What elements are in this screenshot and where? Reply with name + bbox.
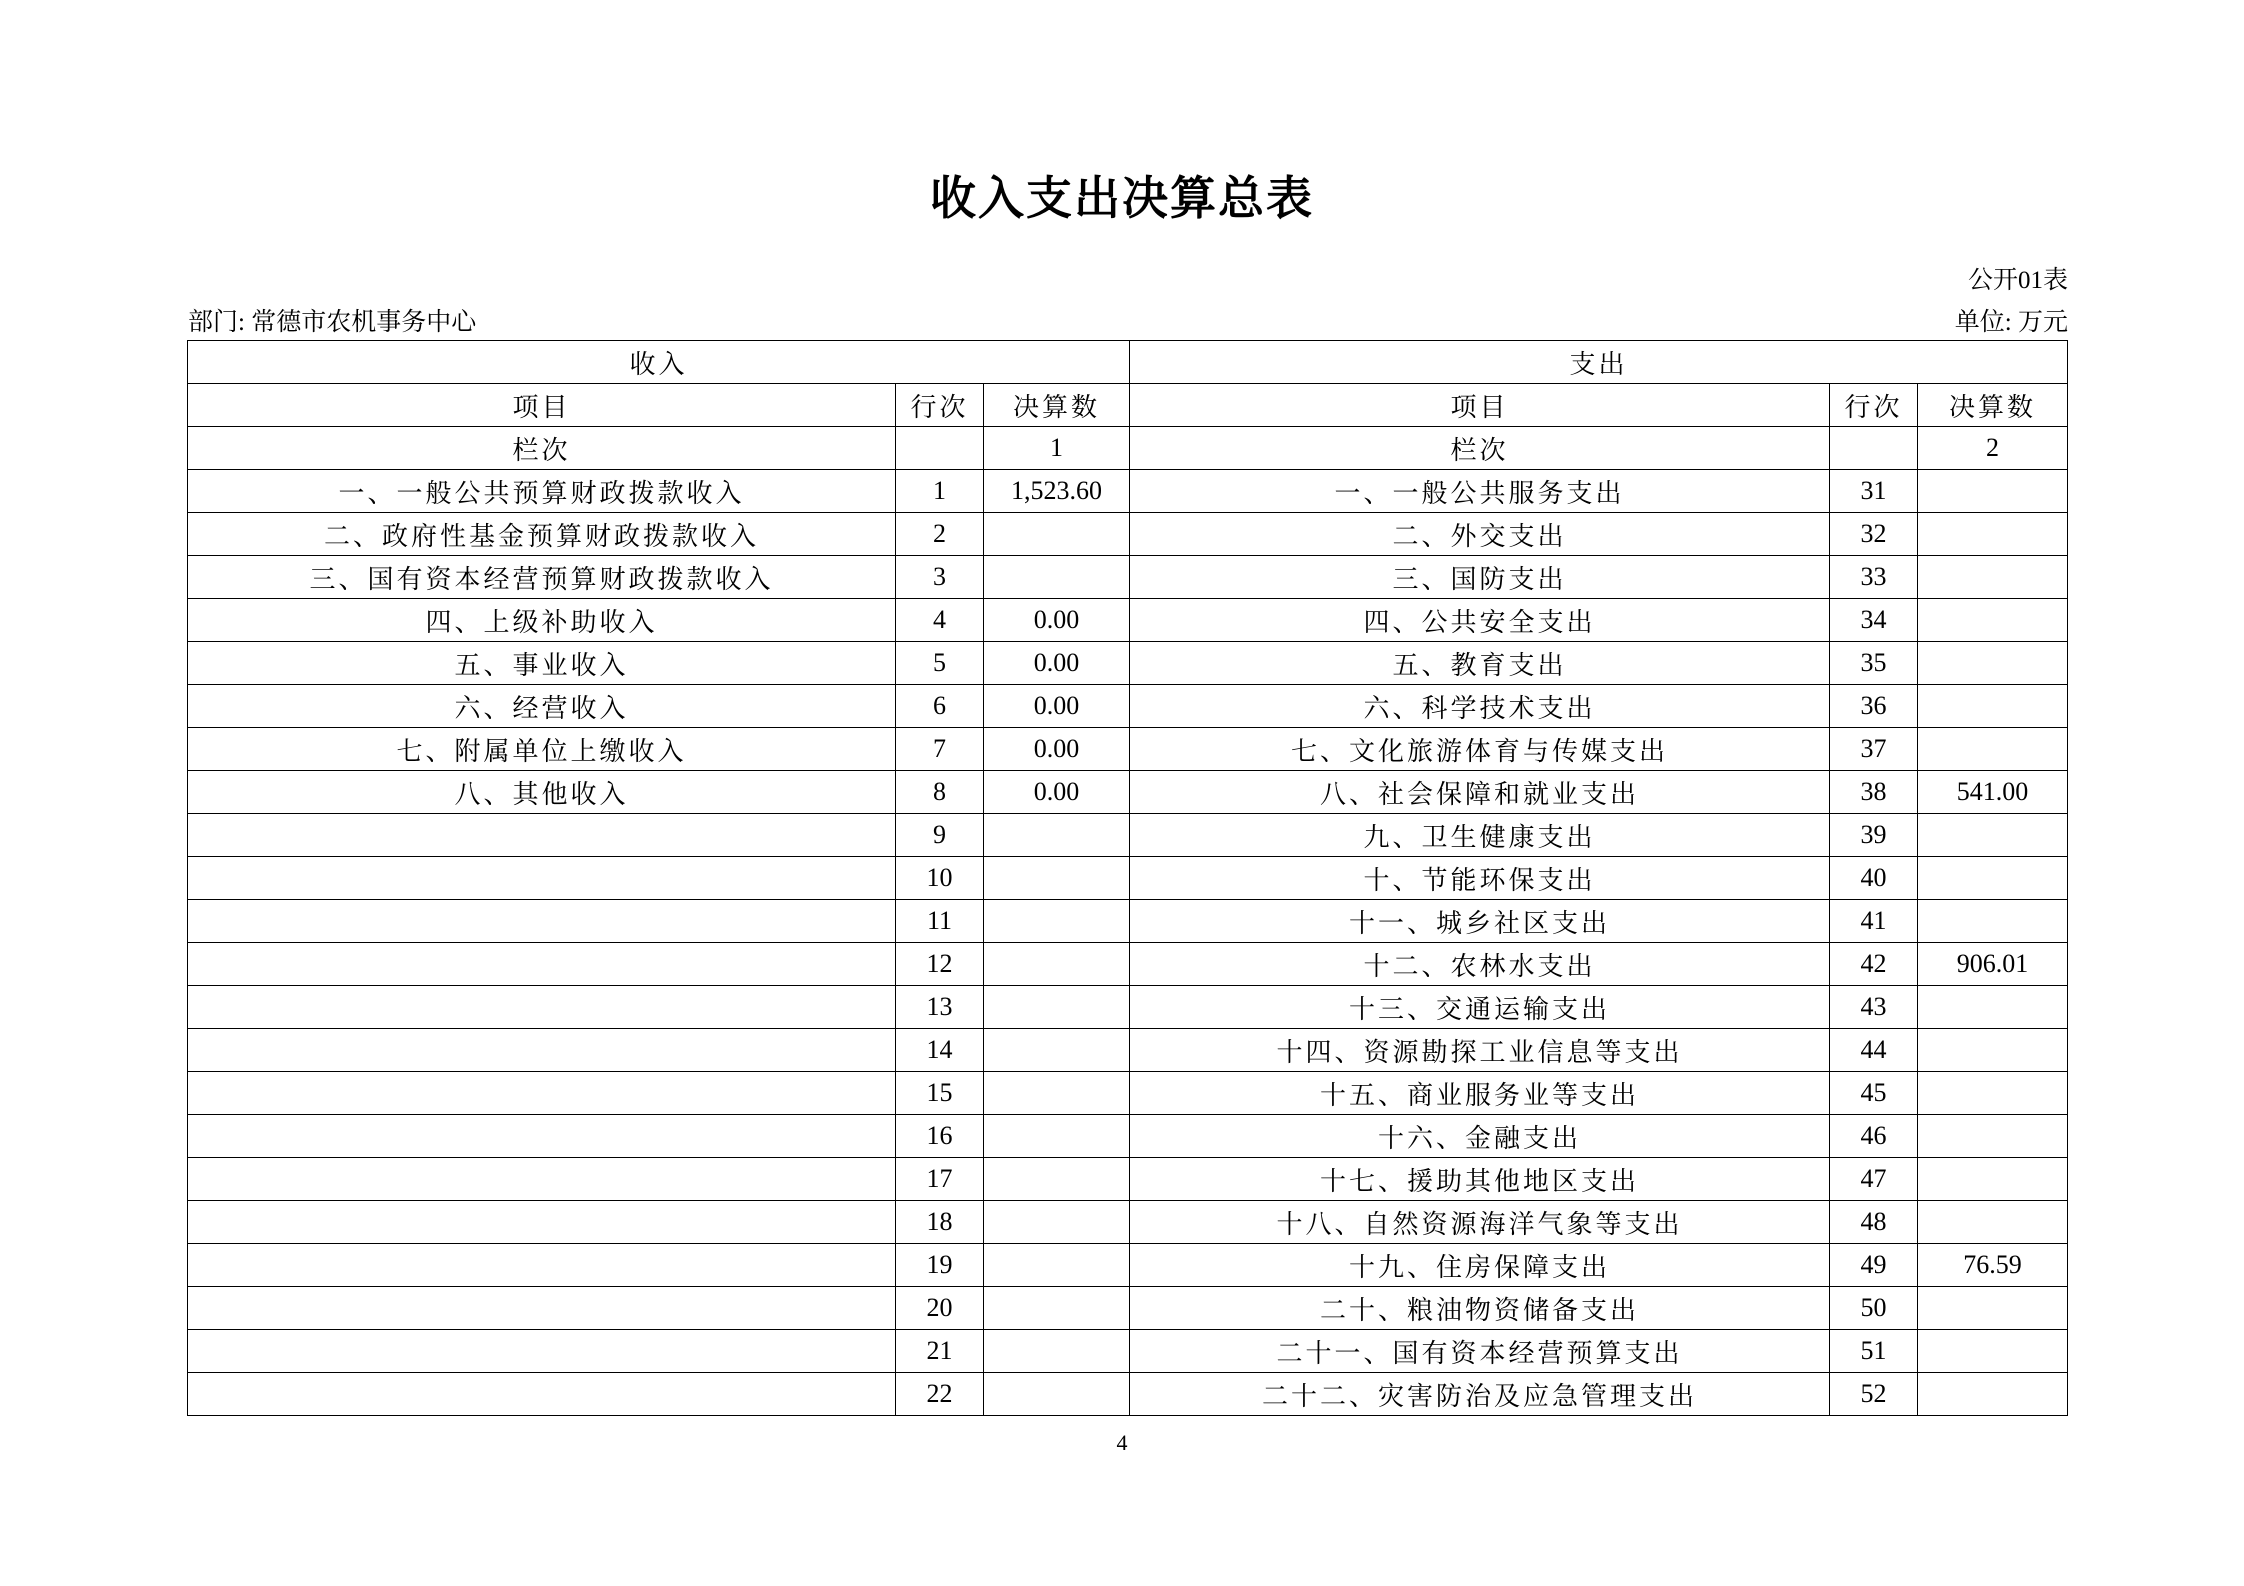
column-header-row	[188, 384, 2068, 427]
income-row-no-cell: 3	[896, 556, 984, 599]
table-row	[188, 771, 2068, 814]
page-title: 收入支出决算总表	[930, 171, 1314, 225]
expense-amount-cell	[1918, 1029, 2068, 1072]
income-row-no-cell: 16	[896, 1115, 984, 1158]
income-row-no-cell: 17	[896, 1158, 984, 1201]
expense-column-label: 栏次	[1130, 427, 1830, 470]
income-row-no-cell: 14	[896, 1029, 984, 1072]
income-amount-cell: 0.00	[984, 771, 1130, 814]
income-amount-cell	[984, 857, 1130, 900]
expense-item-cell: 二十、粮油物资储备支出	[1130, 1287, 1830, 1330]
expense-column-number: 2	[1918, 427, 2068, 470]
income-item-cell	[188, 1244, 896, 1287]
income-row-no-cell: 1	[896, 470, 984, 513]
expense-item-cell: 一、一般公共服务支出	[1130, 470, 1830, 513]
department-label: 部门:	[188, 309, 245, 336]
income-item-header: 项目	[188, 384, 896, 427]
expense-row-no-cell: 35	[1830, 642, 1918, 685]
income-item-cell	[188, 1373, 896, 1416]
income-column-number: 1	[984, 427, 1130, 470]
expense-row-no-cell: 31	[1830, 470, 1918, 513]
expense-row-no-cell: 44	[1830, 1029, 1918, 1072]
expense-row-no-cell: 40	[1830, 857, 1918, 900]
income-item-cell	[188, 1158, 896, 1201]
income-amount-cell	[984, 1201, 1130, 1244]
income-item-cell: 二、政府性基金预算财政拨款收入	[188, 513, 896, 556]
income-row-no-cell: 22	[896, 1373, 984, 1416]
expense-item-cell: 八、社会保障和就业支出	[1130, 771, 1830, 814]
income-column-blank	[896, 427, 984, 470]
expense-amount-cell	[1918, 556, 2068, 599]
income-item-cell: 一、一般公共预算财政拨款收入	[188, 470, 896, 513]
expense-item-cell: 十二、农林水支出	[1130, 943, 1830, 986]
income-amount-cell	[984, 900, 1130, 943]
table-row	[188, 814, 2068, 857]
income-amount-cell: 0.00	[984, 642, 1130, 685]
expense-row-no-cell: 49	[1830, 1244, 1918, 1287]
income-row-no-cell: 8	[896, 771, 984, 814]
expense-amount-cell	[1918, 1158, 2068, 1201]
expense-row-no-cell: 34	[1830, 599, 1918, 642]
income-row-no-cell: 10	[896, 857, 984, 900]
income-row-no-cell: 5	[896, 642, 984, 685]
income-item-cell	[188, 1330, 896, 1373]
expense-item-cell: 四、公共安全支出	[1130, 599, 1830, 642]
table-row	[188, 1201, 2068, 1244]
expense-item-cell: 六、科学技术支出	[1130, 685, 1830, 728]
expense-row-no-cell: 52	[1830, 1373, 1918, 1416]
expense-row-no-cell: 39	[1830, 814, 1918, 857]
expense-row-no-cell: 37	[1830, 728, 1918, 771]
expense-row-no-cell: 38	[1830, 771, 1918, 814]
income-amount-cell	[984, 1287, 1130, 1330]
table-row	[188, 642, 2068, 685]
income-amount-cell	[984, 986, 1130, 1029]
income-row-no-cell: 7	[896, 728, 984, 771]
income-row-no-cell: 20	[896, 1287, 984, 1330]
table-row	[188, 857, 2068, 900]
income-item-cell	[188, 1029, 896, 1072]
table-row	[188, 1330, 2068, 1373]
expense-amount-cell	[1918, 1287, 2068, 1330]
expense-row-no-cell: 47	[1830, 1158, 1918, 1201]
expense-row-no-cell: 51	[1830, 1330, 1918, 1373]
income-row-no-cell: 18	[896, 1201, 984, 1244]
income-amount-cell	[984, 814, 1130, 857]
expense-item-cell: 十三、交通运输支出	[1130, 986, 1830, 1029]
table-row	[188, 943, 2068, 986]
expense-item-cell: 十八、自然资源海洋气象等支出	[1130, 1201, 1830, 1244]
income-expense-table	[187, 340, 2068, 1416]
expense-amount-cell: 541.00	[1918, 771, 2068, 814]
expense-amount-cell	[1918, 986, 2068, 1029]
income-column-label: 栏次	[188, 427, 896, 470]
table-row	[188, 1244, 2068, 1287]
expense-amount-cell	[1918, 599, 2068, 642]
expense-row-no-cell: 41	[1830, 900, 1918, 943]
expense-row-no-cell: 50	[1830, 1287, 1918, 1330]
expense-item-cell: 二、外交支出	[1130, 513, 1830, 556]
income-row-no-cell: 4	[896, 599, 984, 642]
income-amount-cell	[984, 1330, 1130, 1373]
table-code: 公开01表	[1967, 267, 2068, 294]
expense-amount-cell	[1918, 814, 2068, 857]
income-amount-cell: 1,523.60	[984, 470, 1130, 513]
income-amount-cell: 0.00	[984, 599, 1130, 642]
income-row-no-cell: 6	[896, 685, 984, 728]
expense-item-cell: 三、国防支出	[1130, 556, 1830, 599]
expense-amount-cell	[1918, 728, 2068, 771]
table-row	[188, 1373, 2068, 1416]
table-row	[188, 556, 2068, 599]
table-row	[188, 470, 2068, 513]
income-item-cell	[188, 857, 896, 900]
expense-row-no-cell: 36	[1830, 685, 1918, 728]
income-item-cell	[188, 1072, 896, 1115]
income-row-no-cell: 21	[896, 1330, 984, 1373]
table-row	[188, 1029, 2068, 1072]
income-item-cell	[188, 814, 896, 857]
expense-item-cell: 七、文化旅游体育与传媒支出	[1130, 728, 1830, 771]
expense-row-no-cell: 43	[1830, 986, 1918, 1029]
income-item-cell	[188, 1201, 896, 1244]
table-row	[188, 986, 2068, 1029]
income-section-header: 收入	[188, 341, 1130, 384]
table-row	[188, 1287, 2068, 1330]
table-row	[188, 1158, 2068, 1201]
income-row-no-header: 行次	[896, 384, 984, 427]
income-item-cell: 八、其他收入	[188, 771, 896, 814]
expense-item-cell: 十六、金融支出	[1130, 1115, 1830, 1158]
expense-amount-cell	[1918, 1072, 2068, 1115]
table-row	[188, 685, 2068, 728]
expense-amount-cell	[1918, 513, 2068, 556]
expense-item-cell: 十九、住房保障支出	[1130, 1244, 1830, 1287]
income-amount-cell	[984, 556, 1130, 599]
income-row-no-cell: 12	[896, 943, 984, 986]
expense-amount-cell	[1918, 470, 2068, 513]
expense-item-cell: 十七、援助其他地区支出	[1130, 1158, 1830, 1201]
income-item-cell	[188, 1287, 896, 1330]
expense-amount-cell: 906.01	[1918, 943, 2068, 986]
page-number: 4	[1116, 1430, 1128, 1455]
income-item-cell	[188, 900, 896, 943]
income-row-no-cell: 19	[896, 1244, 984, 1287]
income-item-cell	[188, 1115, 896, 1158]
table-row	[188, 1115, 2068, 1158]
expense-amount-cell	[1918, 900, 2068, 943]
income-item-cell: 三、国有资本经营预算财政拨款收入	[188, 556, 896, 599]
expense-row-no-header: 行次	[1830, 384, 1918, 427]
income-row-no-cell: 9	[896, 814, 984, 857]
expense-item-cell: 九、卫生健康支出	[1130, 814, 1830, 857]
expense-row-no-cell: 42	[1830, 943, 1918, 986]
unit-label: 单位: 万元	[1954, 309, 2068, 336]
expense-row-no-cell: 32	[1830, 513, 1918, 556]
table-row	[188, 513, 2068, 556]
expense-row-no-cell: 33	[1830, 556, 1918, 599]
expense-item-cell: 二十一、国有资本经营预算支出	[1130, 1330, 1830, 1373]
expense-row-no-cell: 46	[1830, 1115, 1918, 1158]
table-row	[188, 900, 2068, 943]
expense-amount-cell	[1918, 1115, 2068, 1158]
expense-column-blank	[1830, 427, 1918, 470]
expense-item-cell: 十五、商业服务业等支出	[1130, 1072, 1830, 1115]
expense-item-header: 项目	[1130, 384, 1830, 427]
expense-item-cell: 五、教育支出	[1130, 642, 1830, 685]
income-amount-cell	[984, 1029, 1130, 1072]
expense-item-cell: 二十二、灾害防治及应急管理支出	[1130, 1373, 1830, 1416]
income-item-cell: 四、上级补助收入	[188, 599, 896, 642]
income-row-no-cell: 13	[896, 986, 984, 1029]
expense-amount-cell: 76.59	[1918, 1244, 2068, 1287]
income-item-cell	[188, 986, 896, 1029]
income-amount-cell	[984, 1158, 1130, 1201]
expense-amount-cell	[1918, 1373, 2068, 1416]
department-line	[188, 302, 476, 338]
income-row-no-cell: 11	[896, 900, 984, 943]
expense-amount-cell	[1918, 1201, 2068, 1244]
expense-amount-cell	[1918, 642, 2068, 685]
expense-item-cell: 十四、资源勘探工业信息等支出	[1130, 1029, 1830, 1072]
expense-row-no-cell: 48	[1830, 1201, 1918, 1244]
income-item-cell	[188, 943, 896, 986]
income-amount-cell	[984, 1373, 1130, 1416]
department-name: 常德市农机事务中心	[251, 309, 477, 336]
expense-amount-cell	[1918, 685, 2068, 728]
income-amount-cell	[984, 1244, 1130, 1287]
income-amount-cell	[984, 513, 1130, 556]
expense-amount-cell	[1918, 1330, 2068, 1373]
expense-row-no-cell: 45	[1830, 1072, 1918, 1115]
table-row	[188, 599, 2068, 642]
income-item-cell: 七、附属单位上缴收入	[188, 728, 896, 771]
income-row-no-cell: 15	[896, 1072, 984, 1115]
table-row	[188, 1072, 2068, 1115]
expense-amount-header: 决算数	[1918, 384, 2068, 427]
expense-item-cell: 十一、城乡社区支出	[1130, 900, 1830, 943]
expense-amount-cell	[1918, 857, 2068, 900]
income-row-no-cell: 2	[896, 513, 984, 556]
income-item-cell: 六、经营收入	[188, 685, 896, 728]
table-row	[188, 728, 2068, 771]
expense-item-cell: 十、节能环保支出	[1130, 857, 1830, 900]
income-amount-header: 决算数	[984, 384, 1130, 427]
expense-section-header: 支出	[1130, 341, 2068, 384]
income-amount-cell: 0.00	[984, 728, 1130, 771]
income-amount-cell: 0.00	[984, 685, 1130, 728]
income-amount-cell	[984, 1072, 1130, 1115]
income-item-cell: 五、事业收入	[188, 642, 896, 685]
section-header-row	[188, 341, 2068, 384]
income-amount-cell	[984, 1115, 1130, 1158]
income-amount-cell	[984, 943, 1130, 986]
column-number-row	[188, 427, 2068, 470]
